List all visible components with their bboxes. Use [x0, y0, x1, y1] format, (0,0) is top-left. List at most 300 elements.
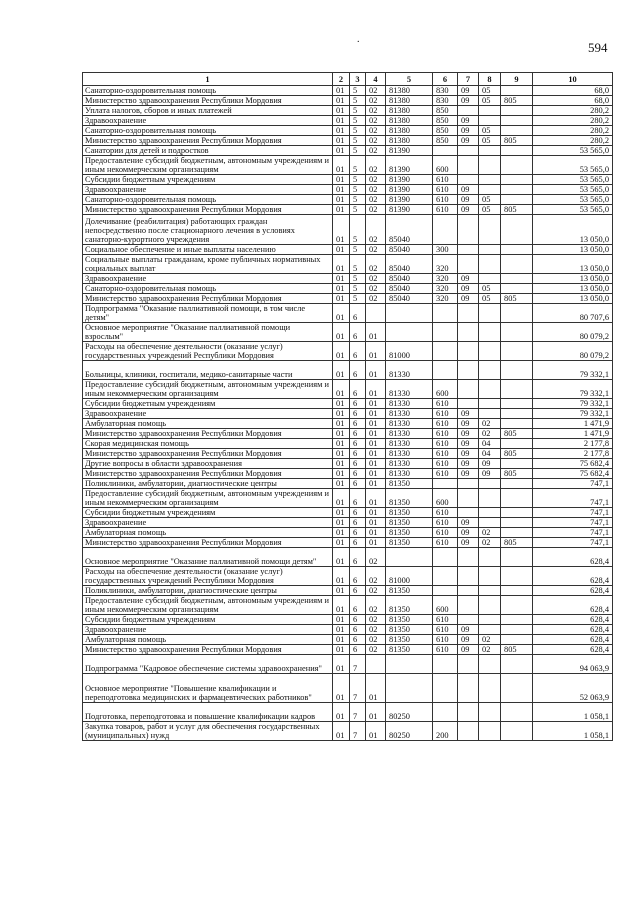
code-subprogram: 6 [350, 615, 366, 625]
code-expense-type: 320 [433, 274, 458, 284]
code-event: 01 [366, 429, 386, 439]
code-ministry [501, 284, 533, 294]
table-row [83, 508, 613, 518]
code-program: 01 [333, 469, 350, 479]
code-section [458, 106, 479, 116]
code-direction: 81350 [386, 538, 433, 548]
code-expense-type: 320 [433, 284, 458, 294]
code-direction: 81390 [386, 205, 433, 215]
code-subprogram: 5 [350, 86, 366, 96]
code-ministry [501, 439, 533, 449]
code-section [458, 323, 479, 342]
code-ministry [501, 548, 533, 567]
code-subprogram: 6 [350, 399, 366, 409]
table-row [83, 304, 613, 323]
code-ministry [501, 674, 533, 703]
code-subprogram: 5 [350, 146, 366, 156]
code-section [458, 596, 479, 615]
code-direction: 81380 [386, 86, 433, 96]
row-amount: 13 050,0 [533, 274, 613, 284]
table-row [83, 126, 613, 136]
code-direction: 81350 [386, 625, 433, 635]
code-ministry [501, 215, 533, 245]
code-subsection: 05 [479, 86, 501, 96]
code-expense-type: 830 [433, 96, 458, 106]
code-ministry [501, 106, 533, 116]
code-expense-type [433, 323, 458, 342]
code-program: 01 [333, 409, 350, 419]
code-program: 01 [333, 674, 350, 703]
row-name: Министерство здравоохранения Республики Мордовия [83, 429, 333, 439]
code-subsection [479, 615, 501, 625]
code-direction: 81330 [386, 361, 433, 380]
code-subsection [479, 409, 501, 419]
code-section: 09 [458, 459, 479, 469]
code-section [458, 722, 479, 741]
code-ministry [501, 156, 533, 175]
table-row [83, 284, 613, 294]
row-amount: 1 058,1 [533, 722, 613, 741]
code-expense-type: 610 [433, 518, 458, 528]
code-program: 01 [333, 156, 350, 175]
table-row [83, 342, 613, 361]
code-event: 02 [366, 116, 386, 126]
code-ministry [501, 489, 533, 508]
code-subsection: 05 [479, 126, 501, 136]
code-ministry: 805 [501, 538, 533, 548]
code-subsection [479, 361, 501, 380]
code-subsection [479, 722, 501, 741]
row-name: Амбулаторная помощь [83, 528, 333, 538]
column-header: 4 [366, 73, 386, 86]
code-program: 01 [333, 625, 350, 635]
table-row [83, 548, 613, 567]
code-event: 02 [366, 255, 386, 274]
code-event: 01 [366, 489, 386, 508]
code-expense-type [433, 361, 458, 380]
code-section: 09 [458, 195, 479, 205]
code-ministry [501, 508, 533, 518]
code-section [458, 479, 479, 489]
table-row [83, 185, 613, 195]
code-direction: 81350 [386, 489, 433, 508]
code-event: 02 [366, 126, 386, 136]
code-subprogram: 7 [350, 674, 366, 703]
code-direction: 81350 [386, 635, 433, 645]
code-section: 09 [458, 284, 479, 294]
row-name: Подпрограмма "Кадровое обеспечение системы здравоохранения" [83, 655, 333, 674]
code-subsection: 05 [479, 205, 501, 215]
code-event: 01 [366, 323, 386, 342]
table-row [83, 294, 613, 304]
row-name: Субсидии бюджетным учреждениям [83, 399, 333, 409]
table-row [83, 205, 613, 215]
code-subprogram: 5 [350, 116, 366, 126]
code-ministry: 805 [501, 449, 533, 459]
table-row [83, 489, 613, 508]
code-event: 02 [366, 175, 386, 185]
table-row [83, 380, 613, 399]
code-section: 09 [458, 635, 479, 645]
code-event: 01 [366, 674, 386, 703]
code-section [458, 380, 479, 399]
code-event: 02 [366, 586, 386, 596]
row-amount: 79 332,1 [533, 409, 613, 419]
row-name: Министерство здравоохранения Республики Мордовия [83, 538, 333, 548]
row-name: Скорая медицинская помощь [83, 439, 333, 449]
code-subsection [479, 399, 501, 409]
code-subprogram: 5 [350, 245, 366, 255]
row-amount: 747,1 [533, 479, 613, 489]
row-amount: 75 682,4 [533, 469, 613, 479]
row-amount: 628,4 [533, 645, 613, 655]
code-expense-type: 830 [433, 86, 458, 96]
code-direction: 81350 [386, 586, 433, 596]
code-subsection [479, 479, 501, 489]
code-subprogram: 5 [350, 215, 366, 245]
row-amount: 1 471,9 [533, 419, 613, 429]
code-expense-type: 610 [433, 205, 458, 215]
row-amount: 53 565,0 [533, 205, 613, 215]
code-direction: 81330 [386, 429, 433, 439]
row-name: Основное мероприятие "Оказание паллиативной помощи детям" [83, 548, 333, 567]
code-ministry: 805 [501, 429, 533, 439]
row-amount: 53 565,0 [533, 156, 613, 175]
table-row [83, 409, 613, 419]
code-subprogram: 5 [350, 96, 366, 106]
code-program: 01 [333, 518, 350, 528]
code-program: 01 [333, 586, 350, 596]
code-expense-type: 610 [433, 635, 458, 645]
code-subsection: 05 [479, 136, 501, 146]
code-ministry [501, 304, 533, 323]
code-program: 01 [333, 136, 350, 146]
row-name: Субсидии бюджетным учреждениям [83, 615, 333, 625]
code-ministry [501, 459, 533, 469]
row-amount: 628,4 [533, 548, 613, 567]
code-subsection: 02 [479, 538, 501, 548]
table-row [83, 518, 613, 528]
code-subsection: 09 [479, 459, 501, 469]
table-row [83, 722, 613, 741]
code-program: 01 [333, 538, 350, 548]
row-name: Амбулаторная помощь [83, 419, 333, 429]
code-subprogram: 7 [350, 703, 366, 722]
code-section [458, 703, 479, 722]
code-section [458, 255, 479, 274]
code-expense-type: 600 [433, 156, 458, 175]
code-program: 01 [333, 126, 350, 136]
code-ministry [501, 116, 533, 126]
code-event: 02 [366, 215, 386, 245]
code-subprogram: 5 [350, 156, 366, 175]
code-section [458, 586, 479, 596]
code-program: 01 [333, 323, 350, 342]
code-expense-type [433, 586, 458, 596]
code-event: 02 [366, 205, 386, 215]
code-subsection [479, 304, 501, 323]
row-amount: 53 565,0 [533, 146, 613, 156]
code-direction: 80250 [386, 722, 433, 741]
code-event: 01 [366, 399, 386, 409]
code-event: 02 [366, 86, 386, 96]
code-subsection [479, 215, 501, 245]
budget-table [82, 72, 613, 741]
code-subprogram: 6 [350, 508, 366, 518]
code-subprogram: 5 [350, 255, 366, 274]
code-program: 01 [333, 245, 350, 255]
code-expense-type: 300 [433, 245, 458, 255]
code-subsection: 04 [479, 439, 501, 449]
code-expense-type: 610 [433, 185, 458, 195]
code-program: 01 [333, 284, 350, 294]
row-amount: 628,4 [533, 625, 613, 635]
code-direction: 81330 [386, 380, 433, 399]
code-subprogram: 7 [350, 722, 366, 741]
code-subsection: 09 [479, 469, 501, 479]
code-direction: 81330 [386, 459, 433, 469]
page-number: 594 [588, 40, 608, 55]
code-expense-type [433, 342, 458, 361]
code-program: 01 [333, 615, 350, 625]
code-direction: 81000 [386, 567, 433, 586]
row-name: Социальные выплаты гражданам, кроме публичных нормативных социальных выплат [83, 255, 333, 274]
code-expense-type: 320 [433, 255, 458, 274]
code-subsection [479, 175, 501, 185]
row-amount: 75 682,4 [533, 459, 613, 469]
row-amount: 52 063,9 [533, 674, 613, 703]
code-event: 01 [366, 439, 386, 449]
code-expense-type: 320 [433, 294, 458, 304]
table-row [83, 96, 613, 106]
code-program: 01 [333, 596, 350, 615]
code-subprogram: 6 [350, 625, 366, 635]
code-direction: 81390 [386, 195, 433, 205]
code-program: 01 [333, 429, 350, 439]
table-row [83, 459, 613, 469]
table-row [83, 615, 613, 625]
row-amount: 13 050,0 [533, 245, 613, 255]
code-subprogram: 6 [350, 528, 366, 538]
code-program: 01 [333, 342, 350, 361]
row-amount: 628,4 [533, 635, 613, 645]
row-name: Расходы на обеспечение деятельности (оказание услуг) государственных учреждений Республики Мордовия [83, 342, 333, 361]
row-amount: 94 063,9 [533, 655, 613, 674]
code-expense-type [433, 548, 458, 567]
row-name: Санаторно-оздоровительная помощь [83, 86, 333, 96]
row-amount: 79 332,1 [533, 399, 613, 409]
code-expense-type [433, 479, 458, 489]
code-program: 01 [333, 195, 350, 205]
code-ministry [501, 518, 533, 528]
code-subsection: 02 [479, 528, 501, 538]
row-amount: 628,4 [533, 596, 613, 615]
row-name: Министерство здравоохранения Республики Мордовия [83, 136, 333, 146]
row-amount: 2 177,8 [533, 439, 613, 449]
code-program: 01 [333, 655, 350, 674]
code-ministry: 805 [501, 205, 533, 215]
code-subsection [479, 185, 501, 195]
row-amount: 628,4 [533, 567, 613, 586]
code-ministry [501, 323, 533, 342]
code-subprogram: 6 [350, 489, 366, 508]
row-name: Поликлиники, амбулатории, диагностические центры [83, 586, 333, 596]
code-expense-type [433, 703, 458, 722]
code-direction: 85040 [386, 245, 433, 255]
table-header-row [83, 73, 613, 86]
table-row [83, 106, 613, 116]
code-subprogram: 5 [350, 175, 366, 185]
code-direction [386, 323, 433, 342]
row-name: Закупка товаров, работ и услуг для обеспечения государственных (муниципальных) нужд [83, 722, 333, 741]
code-expense-type: 610 [433, 625, 458, 635]
code-direction: 81350 [386, 528, 433, 538]
code-program: 01 [333, 489, 350, 508]
code-section: 09 [458, 429, 479, 439]
code-subsection [479, 508, 501, 518]
code-subsection: 02 [479, 429, 501, 439]
code-event: 02 [366, 185, 386, 195]
code-subprogram: 6 [350, 459, 366, 469]
row-name: Санаторно-оздоровительная помощь [83, 284, 333, 294]
code-direction: 81000 [386, 342, 433, 361]
column-header: 9 [501, 73, 533, 86]
code-subprogram: 6 [350, 449, 366, 459]
code-ministry [501, 596, 533, 615]
row-amount: 628,4 [533, 586, 613, 596]
code-expense-type: 610 [433, 175, 458, 185]
row-amount: 747,1 [533, 528, 613, 538]
row-amount: 2 177,8 [533, 449, 613, 459]
code-section [458, 489, 479, 508]
code-event: 01 [366, 479, 386, 489]
code-subprogram: 6 [350, 479, 366, 489]
code-subprogram: 6 [350, 469, 366, 479]
code-direction: 81380 [386, 106, 433, 116]
code-event: 02 [366, 106, 386, 116]
code-ministry: 805 [501, 469, 533, 479]
row-amount: 13 050,0 [533, 284, 613, 294]
code-expense-type: 610 [433, 195, 458, 205]
code-event [366, 304, 386, 323]
code-subprogram: 6 [350, 323, 366, 342]
code-event: 02 [366, 615, 386, 625]
code-event [366, 655, 386, 674]
code-program: 01 [333, 449, 350, 459]
row-name: Подготовка, переподготовка и повышение квалификации кадров [83, 703, 333, 722]
row-name: Подпрограмма "Оказание паллиативной помощи, в том числе детям" [83, 304, 333, 323]
code-subsection: 05 [479, 294, 501, 304]
code-event: 02 [366, 245, 386, 255]
code-subprogram: 6 [350, 419, 366, 429]
row-name: Предоставление субсидий бюджетным, автономным учреждениям и иным некоммерческим организациям [83, 596, 333, 615]
table-row [83, 274, 613, 284]
code-subprogram: 6 [350, 380, 366, 399]
row-name: Другие вопросы в области здравоохранения [83, 459, 333, 469]
column-header: 5 [386, 73, 433, 86]
row-name: Основное мероприятие "Повышение квалификации и переподготовка медицинских и фармацевтических работников" [83, 674, 333, 703]
code-event: 02 [366, 635, 386, 645]
code-ministry [501, 635, 533, 645]
code-section: 09 [458, 136, 479, 146]
code-direction: 81350 [386, 518, 433, 528]
row-name: Долечивание (реабилитация) работающих граждан непосредственно после стационарного лечения в условиях санаторно-курортного учреждения [83, 215, 333, 245]
code-direction [386, 674, 433, 703]
code-expense-type: 610 [433, 469, 458, 479]
code-event: 02 [366, 156, 386, 175]
code-ministry [501, 399, 533, 409]
code-subsection: 04 [479, 449, 501, 459]
code-subprogram: 5 [350, 284, 366, 294]
code-section [458, 342, 479, 361]
code-subsection [479, 596, 501, 615]
row-name: Министерство здравоохранения Республики Мордовия [83, 96, 333, 106]
code-event: 01 [366, 722, 386, 741]
code-subsection [479, 548, 501, 567]
code-subprogram: 7 [350, 655, 366, 674]
code-subsection [479, 703, 501, 722]
code-event: 01 [366, 449, 386, 459]
budget-table-container [82, 72, 612, 741]
table-row [83, 215, 613, 245]
column-header: 6 [433, 73, 458, 86]
code-subprogram: 6 [350, 586, 366, 596]
code-program: 01 [333, 146, 350, 156]
row-name: Здравоохранение [83, 625, 333, 635]
code-ministry: 805 [501, 96, 533, 106]
code-subprogram: 5 [350, 205, 366, 215]
code-ministry [501, 274, 533, 284]
row-amount: 1 471,9 [533, 429, 613, 439]
code-subsection: 05 [479, 195, 501, 205]
code-expense-type: 850 [433, 126, 458, 136]
row-amount: 280,2 [533, 116, 613, 126]
code-direction: 81380 [386, 96, 433, 106]
code-event: 02 [366, 548, 386, 567]
row-name: Здравоохранение [83, 185, 333, 195]
table-row [83, 146, 613, 156]
row-name: Поликлиники, амбулатории, диагностические центры [83, 479, 333, 489]
code-event: 01 [366, 508, 386, 518]
code-section [458, 655, 479, 674]
code-ministry [501, 361, 533, 380]
code-ministry [501, 255, 533, 274]
code-expense-type: 610 [433, 508, 458, 518]
code-section: 09 [458, 116, 479, 126]
code-direction: 81330 [386, 419, 433, 429]
row-amount: 13 050,0 [533, 255, 613, 274]
code-event: 02 [366, 136, 386, 146]
code-expense-type: 600 [433, 489, 458, 508]
code-direction: 81350 [386, 479, 433, 489]
row-name: Здравоохранение [83, 518, 333, 528]
code-event: 02 [366, 284, 386, 294]
code-section [458, 548, 479, 567]
code-subprogram: 6 [350, 518, 366, 528]
code-expense-type: 200 [433, 722, 458, 741]
row-name: Субсидии бюджетным учреждениям [83, 508, 333, 518]
row-name: Министерство здравоохранения Республики Мордовия [83, 449, 333, 459]
code-program: 01 [333, 205, 350, 215]
table-row [83, 625, 613, 635]
code-direction: 81390 [386, 146, 433, 156]
code-subprogram: 5 [350, 136, 366, 146]
code-event: 01 [366, 409, 386, 419]
code-expense-type: 610 [433, 399, 458, 409]
code-ministry: 805 [501, 294, 533, 304]
row-name: Уплата налогов, сборов и иных платежей [83, 106, 333, 116]
code-program: 01 [333, 722, 350, 741]
